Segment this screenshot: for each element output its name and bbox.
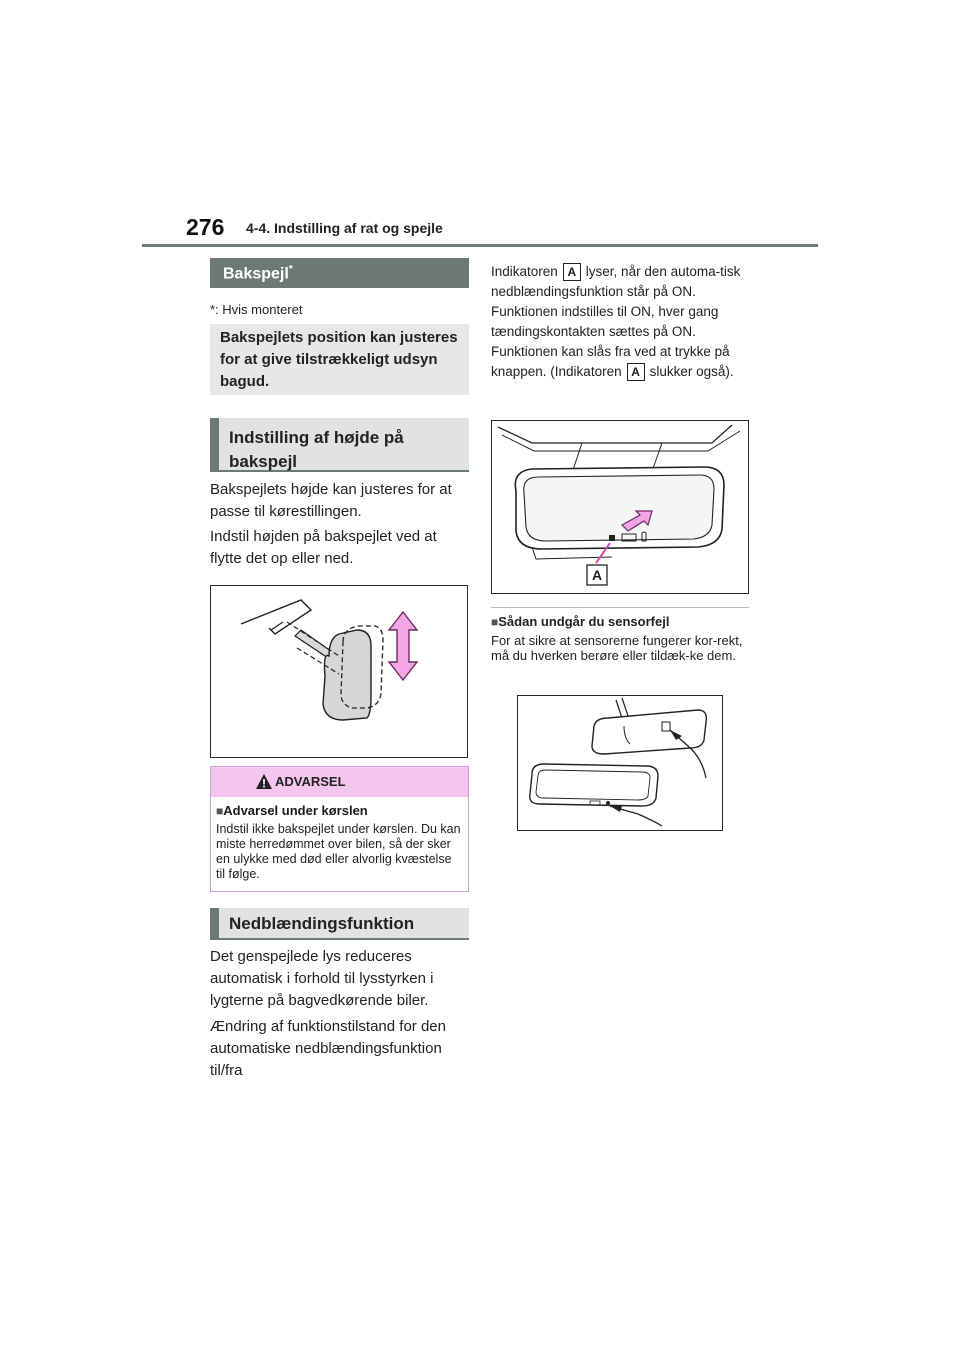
warning-subheading: [216, 803, 463, 818]
mirror-height-figure: [210, 585, 468, 758]
mirror-height-illustration: [211, 586, 467, 757]
callout-a-label: A: [591, 567, 603, 583]
warning-box: [210, 766, 469, 892]
indicator-letter-box: A: [627, 363, 645, 381]
page-number: 276: [186, 214, 225, 240]
intro-box: [210, 324, 469, 395]
mirror-indicator-illustration: [492, 421, 748, 593]
footnote: *: Hvis monteret: [210, 302, 303, 317]
square-bullet-icon: ■: [491, 615, 499, 629]
main-heading: [210, 258, 469, 288]
dimming-para-1: Det genspejlede lys reduceres automatisk i forhold til lysstyrken i lygterne på bagvedkørende biler.: [210, 948, 434, 1009]
indicator-paragraph: [491, 262, 749, 382]
height-para-2: Indstil højden på bakspejlet ved at flytte det op eller ned.: [210, 528, 437, 567]
intro-text: Bakspejlets position kan justeres for at give tilstrækkeligt udsyn bagud.: [220, 329, 458, 390]
height-para-1: Bakspejlets højde kan justeres for at passe til kørestillingen.: [210, 481, 452, 520]
header-rule: [142, 244, 818, 247]
sensor-divider: [491, 607, 749, 608]
main-heading-text: Bakspejl: [223, 265, 289, 283]
square-bullet-icon: ■: [216, 804, 224, 818]
dimming-heading: [210, 908, 469, 940]
up-down-arrow-icon: [389, 612, 417, 680]
warning-header: [211, 767, 468, 797]
indicator-letter-box: A: [563, 263, 581, 281]
sensor-text: For at sikre at sensorerne fungerer kor-rekt, må du hverken berøre eller tildæk-ke dem.: [491, 633, 743, 663]
sensor-location-illustration: [518, 696, 722, 830]
sensor-heading: [491, 614, 749, 629]
indicator-text-b: lyser, når den automa-tisk nedblændingsfunktion står på ON. Funktionen indstilles til ON, hver gang tændingskontakten sættes på ON. Funktionen kan slås fra ved at trykke på knappen. (Indikatoren: [491, 264, 741, 379]
height-heading-text: Indstilling af højde på bakspejl: [229, 428, 404, 471]
sensor-heading-text: Sådan undgår du sensorfejl: [498, 614, 670, 629]
warning-body: [211, 797, 468, 888]
warning-text: Indstil ikke bakspejlet under kørslen. Du kan miste herredømmet over bilen, så der sker en ulykke med død eller alvorlig kvæstelse til følge.: [216, 822, 461, 881]
warning-triangle-icon: [255, 773, 273, 790]
height-heading: [210, 418, 469, 472]
sensor-location-figure: [517, 695, 723, 831]
dimming-para-2: Ændring af funktionstilstand for den automatiske nedblændingsfunktion til/fra: [210, 1018, 446, 1079]
indicator-text-c: slukker også).: [649, 364, 734, 379]
main-heading-marker: *: [288, 264, 293, 275]
mirror-indicator-figure: [491, 420, 749, 594]
dimming-heading-text: Nedblændingsfunktion: [229, 914, 415, 933]
indicator-text-a: Indikatoren: [491, 264, 558, 279]
section-title: 4-4. Indstilling af rat og spejle: [246, 220, 443, 236]
warning-label: ADVARSEL: [275, 774, 346, 789]
warning-subheading-text: Advarsel under kørslen: [223, 803, 368, 818]
